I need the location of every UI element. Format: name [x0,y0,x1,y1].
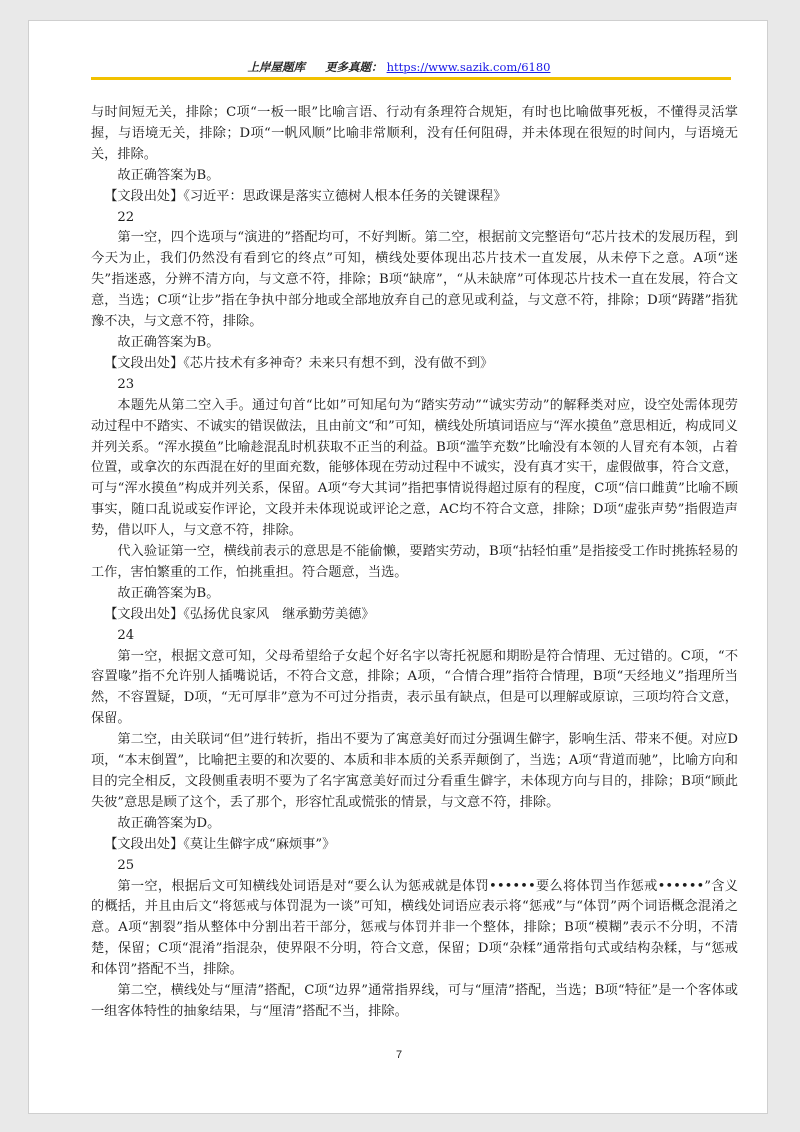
header-label: 更多真题： [325,60,383,74]
question-number: 22 [117,209,135,225]
paragraph: 故正确答案为B。 [117,167,220,183]
paragraph-continuation: 与时间短无关，排除；C项“一板一眼”比喻言语、行动有条理符合规矩，有时也比喻做事死板，不懂得灵活掌握，与语境无关，排除；D项“一帆风顺”比喻非常顺利，没有任何阻碍，并未体现在很短的时间内，与语境无关，排除。 [91,105,738,162]
header-divider [91,77,731,80]
paragraph: 第二空，横线处与“厘清”搭配，C项“边界”通常指界线，可与“厘清”搭配，当选；B项“特征”是一个客体或一组客体特性的抽象结果，与“厘清”搭配不当，排除。 [91,983,738,1019]
source-citation: 【文段出处】《芯片技术有多神奇？未来只有想不到，没有做不到》 [104,355,494,371]
paragraph: 第一空，根据文意可知，父母希望给子女起个好名字以寄托祝愿和期盼是符合情理、无过错的。C项，“不容置喙”指不允许别人插嘴说话，不符合文意，排除；A项，“合情合理”指符合情理，B项“天经地义”指理所当然，不容置疑，D项，“无可厚非”意为不可过分指责，表示虽有缺点，但是可以理解或原谅，三项均符合文意，保留。 [91,648,738,727]
source-citation: 【文段出处】《习近平：思政课是落实立德树人根本任务的关键课程》 [104,188,507,204]
page-header [29,59,769,75]
source-citation: 【文段出处】《弘扬优良家风 继承勤劳美德》 [104,606,375,622]
document-body [91,103,738,1023]
paragraph: 故正确答案为B。 [117,585,220,601]
paragraph: 故正确答案为B。 [117,334,220,350]
header-url-link[interactable]: https://www.sazik.com/6180 [386,60,551,74]
question-number: 24 [117,627,135,643]
header-site-name: 上岸屋题库 [247,60,306,74]
question-number: 23 [117,376,135,392]
document-page [28,20,768,1114]
page-number: 7 [395,1049,403,1061]
paragraph: 第一空，根据后文可知横线处词语是对“要么认为惩戒就是体罚••••••要么将体罚当作惩戒••••••”含义的概括，并且由后文“将惩戒与体罚混为一谈”可知，横线处词语应表示将“惩戒”与“体罚”两个词语概念混淆之意。A项“割裂”指从整体中分割出若干部分，惩戒与体罚并非一个整体，排除；B项“模糊”表示不分明，不清楚，保留；C项“混淆”指混杂，使界限不分明，符合文意，保留；D项“杂糅”通常指句式或结构杂糅，与“惩戒和体罚”搭配不当，排除。 [91,878,738,978]
paragraph: 本题先从第二空入手。通过句首“比如”可知尾句为“踏实劳动”“诚实劳动”的解释类对应，设空处需体现劳动过程中不踏实、不诚实的错误做法，且由前文“和”可知，横线处所填词语应与“浑水摸鱼”意思相近，构成同义并列关系。“浑水摸鱼”比喻趁混乱时机获取不正当的利益。B项“滥竽充数”比喻没有本领的人冒充有本领，占着位置，或拿次的东西混在好的里面充数，能够体现在劳动过程中不诚实，没有真才实干，虚假做事，符合文意，可与“浑水摸鱼”构成并列关系，保留。A项“夸大其词”指把事情说得超过原有的程度，C项“信口雌黄”比喻不顾事实，随口乱说或妄作评论，文段并未体现说或评论之意，AC均不符合文意，排除；D项“虚张声势”指假造声势，借以吓人，与文意不符，排除。 [91,397,738,539]
paragraph: 故正确答案为D。 [117,815,221,831]
paragraph: 第二空，由关联词“但”进行转折，指出不要为了寓意美好而过分强调生僻字，影响生活、带来不便。对应D项，“本末倒置”，比喻把主要的和次要的、本质和非本质的关系弄颠倒了，当选；A项“背道而驰”，比喻方向和目的完全相反，文段侧重表明不要为了名字寓意美好而过分看重生僻字，未体现方向与目的，排除；B项“顾此失彼”意思是顾了这个，丢了那个，形容忙乱或慌张的情景，与文意不符，排除。 [91,732,738,810]
paragraph: 代入验证第一空，横线前表示的意思是不能偷懒，要踏实劳动，B项“拈轻怕重”是指接受工作时挑拣轻易的工作，害怕繁重的工作，怕挑重担。符合题意，当选。 [91,544,738,580]
source-citation: 【文段出处】《莫让生僻字成“麻烦事”》 [104,836,336,852]
question-number: 25 [117,857,135,873]
paragraph: 第一空，四个选项与“演进的”搭配均可，不好判断。第二空，根据前文完整语句“芯片技术的发展历程，到今天为止，我们仍然没有看到它的终点”可知，横线处要体现出芯片技术一直发展，从未停下之意。A项“迷失”指迷惑，分辨不清方向，与文意不符，排除；B项“缺席”，“从未缺席”可体现芯片技术一直在发展，符合文意，当选；C项“让步”指在争执中部分地或全部地放弃自己的意见或利益，与文意不符，排除；D项“踌躇”指犹豫不决，与文意不符，排除。 [91,230,738,330]
